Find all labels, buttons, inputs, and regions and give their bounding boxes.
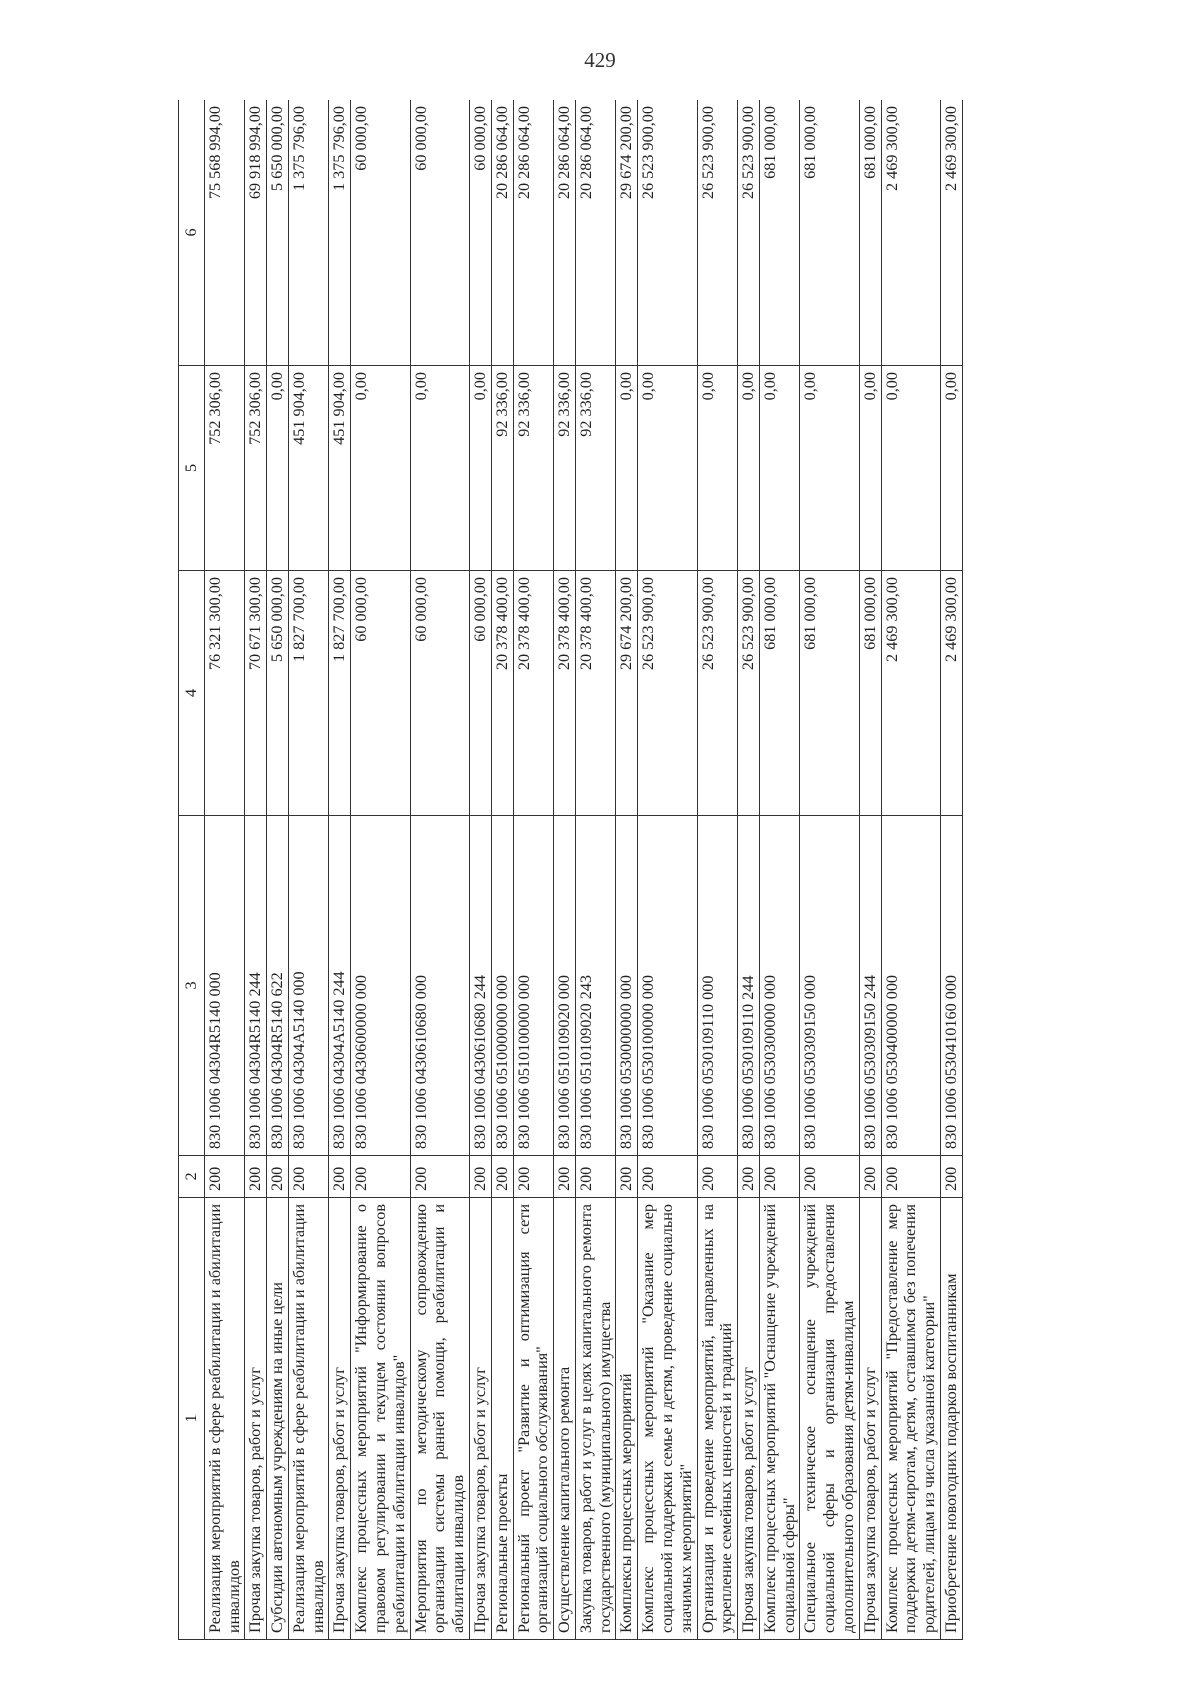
table-row <box>800 100 859 1640</box>
table-row <box>288 100 329 1640</box>
row-amount-change: 0,00 <box>881 366 940 571</box>
row-budget-code: 830 1006 0530000000 000 <box>616 816 638 1156</box>
row-budget-code: 830 1006 04304A5140 244 <box>329 816 351 1156</box>
header-cell-5: 5 <box>179 366 205 571</box>
header-row <box>179 100 205 1640</box>
table-row <box>410 100 469 1640</box>
row-amount-plan: 1 827 700,00 <box>288 571 329 816</box>
row-budget-code: 830 1006 04304R5140 622 <box>267 816 289 1156</box>
row-amount-total: 681 000,00 <box>800 100 859 366</box>
row-amount-change: 0,00 <box>351 366 410 571</box>
row-code-200: 200 <box>410 1156 469 1198</box>
row-name: Реализация мероприятий в сфере реабилитации и абилитации инвалидов <box>204 1198 245 1640</box>
row-budget-code: 830 1006 0530400000 000 <box>881 816 940 1156</box>
row-amount-total: 5 650 000,00 <box>267 100 289 366</box>
rotated-table-region <box>178 100 1098 1640</box>
row-budget-code: 830 1006 0510109020 243 <box>575 816 616 1156</box>
row-amount-plan: 1 827 700,00 <box>329 571 351 816</box>
row-budget-code: 830 1006 0510100000 000 <box>513 816 554 1156</box>
table-row <box>245 100 267 1640</box>
row-amount-change: 92 336,00 <box>491 366 513 571</box>
row-amount-plan: 70 671 300,00 <box>245 571 267 816</box>
table-body <box>204 100 962 1640</box>
row-amount-total: 26 523 900,00 <box>638 100 697 366</box>
row-code-200: 200 <box>881 1156 940 1198</box>
row-amount-change: 0,00 <box>759 366 800 571</box>
table-row <box>738 100 760 1640</box>
row-amount-total: 681 000,00 <box>859 100 881 366</box>
row-code-200: 200 <box>638 1156 697 1198</box>
table-row <box>554 100 576 1640</box>
row-amount-plan: 5 650 000,00 <box>267 571 289 816</box>
row-amount-plan: 26 523 900,00 <box>738 571 760 816</box>
table-row <box>940 100 962 1640</box>
row-amount-total: 75 568 994,00 <box>204 100 245 366</box>
row-amount-change: 451 904,00 <box>288 366 329 571</box>
row-budget-code: 830 1006 0530109110 000 <box>697 816 738 1156</box>
table-row <box>329 100 351 1640</box>
header-cell-6: 6 <box>179 100 205 366</box>
table-row <box>575 100 616 1640</box>
row-amount-change: 451 904,00 <box>329 366 351 571</box>
row-amount-plan: 60 000,00 <box>351 571 410 816</box>
row-code-200: 200 <box>351 1156 410 1198</box>
row-amount-total: 69 918 994,00 <box>245 100 267 366</box>
row-amount-total: 29 674 200,00 <box>616 100 638 366</box>
row-budget-code: 830 1006 0430600000 000 <box>351 816 410 1156</box>
row-amount-total: 20 286 064,00 <box>575 100 616 366</box>
budget-table <box>178 100 963 1640</box>
row-name: Осуществление капитального ремонта <box>554 1198 576 1640</box>
table-row <box>881 100 940 1640</box>
row-budget-code: 830 1006 04304R5140 000 <box>204 816 245 1156</box>
row-name: Приобретение новогодних подарков воспитанникам <box>940 1198 962 1640</box>
row-code-200: 200 <box>245 1156 267 1198</box>
row-budget-code: 830 1006 0530309150 000 <box>800 816 859 1156</box>
table-row <box>859 100 881 1640</box>
row-budget-code: 830 1006 0530100000 000 <box>638 816 697 1156</box>
row-amount-total: 20 286 064,00 <box>491 100 513 366</box>
row-code-200: 200 <box>616 1156 638 1198</box>
row-name: Мероприятия по методическому сопровождению организации системы ранней помощи, реабилитации и абилитации инвалидов <box>410 1198 469 1640</box>
row-budget-code: 830 1006 0530300000 000 <box>759 816 800 1156</box>
row-amount-change: 0,00 <box>410 366 469 571</box>
header-cell-2: 2 <box>179 1156 205 1198</box>
row-amount-total: 60 000,00 <box>469 100 491 366</box>
row-budget-code: 830 1006 0530410160 000 <box>940 816 962 1156</box>
row-code-200: 200 <box>759 1156 800 1198</box>
row-code-200: 200 <box>800 1156 859 1198</box>
table-row <box>491 100 513 1640</box>
row-amount-total: 60 000,00 <box>351 100 410 366</box>
header-cell-4: 4 <box>179 571 205 816</box>
row-amount-plan: 20 378 400,00 <box>513 571 554 816</box>
row-name: Прочая закупка товаров, работ и услуг <box>859 1198 881 1640</box>
row-amount-total: 2 469 300,00 <box>940 100 962 366</box>
row-name: Прочая закупка товаров, работ и услуг <box>245 1198 267 1640</box>
table-row <box>759 100 800 1640</box>
row-code-200: 200 <box>491 1156 513 1198</box>
row-amount-total: 60 000,00 <box>410 100 469 366</box>
row-amount-plan: 60 000,00 <box>469 571 491 816</box>
row-amount-change: 0,00 <box>267 366 289 571</box>
row-code-200: 200 <box>267 1156 289 1198</box>
header-cell-3: 3 <box>179 816 205 1156</box>
row-code-200: 200 <box>329 1156 351 1198</box>
row-name: Прочая закупка товаров, работ и услуг <box>329 1198 351 1640</box>
row-name: Реализация мероприятий в сфере реабилитации и абилитации инвалидов <box>288 1198 329 1640</box>
row-amount-plan: 26 523 900,00 <box>697 571 738 816</box>
row-amount-change: 0,00 <box>469 366 491 571</box>
row-amount-change: 0,00 <box>616 366 638 571</box>
row-name: Закупка товаров, работ и услуг в целях капитального ремонта государственного (муниципального) имущества <box>575 1198 616 1640</box>
row-code-200: 200 <box>513 1156 554 1198</box>
rotated-table-container <box>178 100 1098 1640</box>
row-name: Региональный проект "Развитие и оптимизация сети организаций социального обслуживания" <box>513 1198 554 1640</box>
row-amount-change: 92 336,00 <box>513 366 554 571</box>
row-budget-code: 830 1006 04304R5140 244 <box>245 816 267 1156</box>
row-code-200: 200 <box>288 1156 329 1198</box>
row-amount-total: 20 286 064,00 <box>554 100 576 366</box>
row-amount-change: 92 336,00 <box>554 366 576 571</box>
row-code-200: 200 <box>554 1156 576 1198</box>
row-amount-plan: 76 321 300,00 <box>204 571 245 816</box>
table-row <box>469 100 491 1640</box>
table-row <box>697 100 738 1640</box>
row-amount-change: 752 306,00 <box>204 366 245 571</box>
row-amount-change: 92 336,00 <box>575 366 616 571</box>
table-row <box>638 100 697 1640</box>
row-amount-change: 0,00 <box>697 366 738 571</box>
row-amount-plan: 681 000,00 <box>800 571 859 816</box>
row-amount-plan: 20 378 400,00 <box>491 571 513 816</box>
row-amount-plan: 2 469 300,00 <box>940 571 962 816</box>
row-amount-change: 0,00 <box>940 366 962 571</box>
row-name: Организация и проведение мероприятий, направленных на укрепление семейных ценностей и традиций <box>697 1198 738 1640</box>
row-budget-code: 830 1006 0510109020 000 <box>554 816 576 1156</box>
table-row <box>616 100 638 1640</box>
table-row <box>267 100 289 1640</box>
table-row <box>351 100 410 1640</box>
header-cell-1: 1 <box>179 1198 205 1640</box>
row-amount-total: 1 375 796,00 <box>329 100 351 366</box>
row-budget-code: 830 1006 0530309150 244 <box>859 816 881 1156</box>
row-name: Комплекс процессных мероприятий "Информирование о правовом регулировании и текущем состоянии вопросов реабилитации и абилитации инвалидов" <box>351 1198 410 1640</box>
row-amount-total: 681 000,00 <box>759 100 800 366</box>
row-name: Специальное техническое оснащение учреждений социальной сферы и организация предоставления дополнительного образования детям-инвалидам <box>800 1198 859 1640</box>
row-amount-total: 20 286 064,00 <box>513 100 554 366</box>
row-code-200: 200 <box>859 1156 881 1198</box>
row-code-200: 200 <box>738 1156 760 1198</box>
row-amount-change: 0,00 <box>859 366 881 571</box>
table-row <box>513 100 554 1640</box>
row-amount-plan: 20 378 400,00 <box>554 571 576 816</box>
row-amount-total: 2 469 300,00 <box>881 100 940 366</box>
row-name: Комплекс процессных мероприятий "Предоставление мер поддержки детям-сиротам, детям, оставшимся без попечения родителей, лицам из числа указанной категории" <box>881 1198 940 1640</box>
row-amount-total: 1 375 796,00 <box>288 100 329 366</box>
row-code-200: 200 <box>940 1156 962 1198</box>
row-code-200: 200 <box>469 1156 491 1198</box>
row-code-200: 200 <box>697 1156 738 1198</box>
row-amount-plan: 29 674 200,00 <box>616 571 638 816</box>
row-amount-total: 26 523 900,00 <box>738 100 760 366</box>
row-name: Субсидии автономным учреждениям на иные цели <box>267 1198 289 1640</box>
row-amount-plan: 681 000,00 <box>859 571 881 816</box>
row-amount-change: 0,00 <box>738 366 760 571</box>
row-amount-change: 0,00 <box>800 366 859 571</box>
row-amount-change: 752 306,00 <box>245 366 267 571</box>
row-amount-plan: 26 523 900,00 <box>638 571 697 816</box>
row-amount-plan: 20 378 400,00 <box>575 571 616 816</box>
row-name: Прочая закупка товаров, работ и услуг <box>738 1198 760 1640</box>
row-code-200: 200 <box>575 1156 616 1198</box>
row-budget-code: 830 1006 04304A5140 000 <box>288 816 329 1156</box>
row-name: Комплекс процессных мероприятий "Оснащение учреждений социальной сферы" <box>759 1198 800 1640</box>
row-budget-code: 830 1006 0430610680 000 <box>410 816 469 1156</box>
row-amount-plan: 60 000,00 <box>410 571 469 816</box>
row-name: Комплекс процессных мероприятий "Оказание мер социальной поддержки семье и детям, проведение социально значимых мероприятий" <box>638 1198 697 1640</box>
row-amount-total: 26 523 900,00 <box>697 100 738 366</box>
row-budget-code: 830 1006 0510000000 000 <box>491 816 513 1156</box>
row-name: Региональные проекты <box>491 1198 513 1640</box>
row-amount-change: 0,00 <box>638 366 697 571</box>
row-amount-plan: 2 469 300,00 <box>881 571 940 816</box>
row-budget-code: 830 1006 0430610680 244 <box>469 816 491 1156</box>
row-amount-plan: 681 000,00 <box>759 571 800 816</box>
row-budget-code: 830 1006 0530109110 244 <box>738 816 760 1156</box>
row-name: Прочая закупка товаров, работ и услуг <box>469 1198 491 1640</box>
table-row <box>204 100 245 1640</box>
page-number: 429 <box>584 48 616 72</box>
row-code-200: 200 <box>204 1156 245 1198</box>
row-name: Комплексы процессных мероприятий <box>616 1198 638 1640</box>
